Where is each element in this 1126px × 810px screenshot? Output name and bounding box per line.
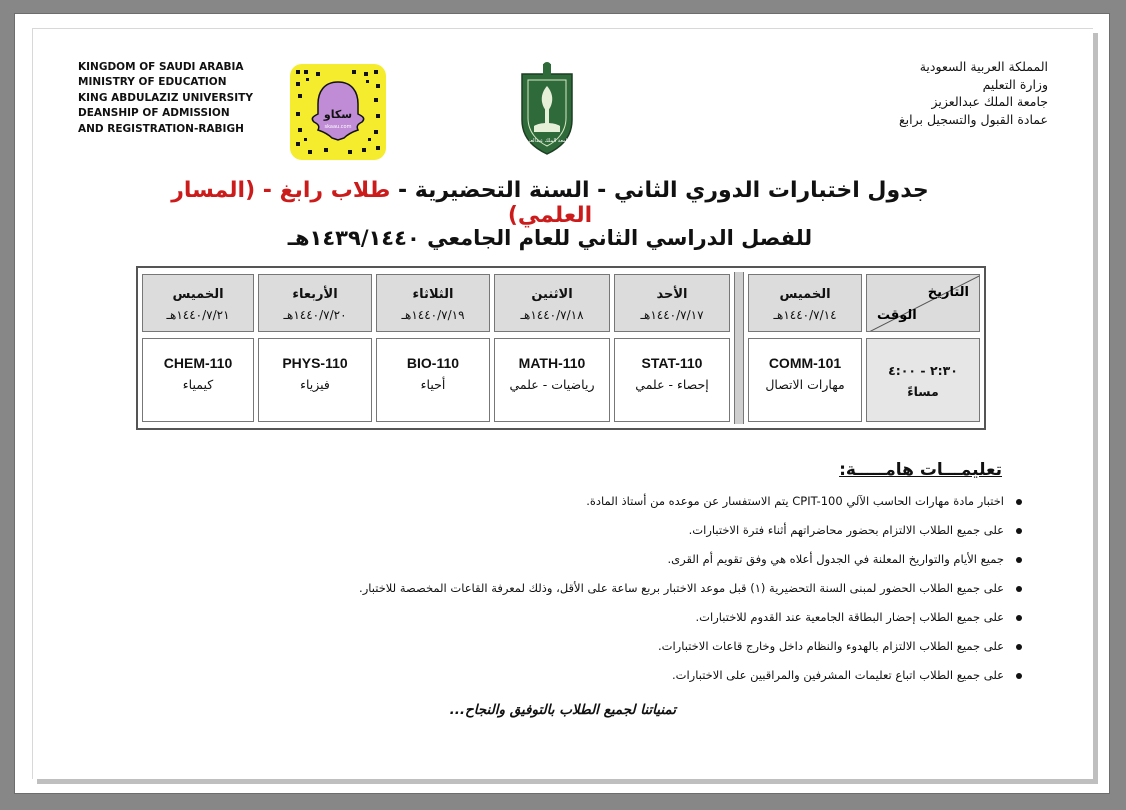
bullet-icon xyxy=(1016,615,1022,621)
instruction-item xyxy=(202,523,1022,552)
exam-day: الخميس xyxy=(779,287,831,302)
ar-line: وزارة التعليم xyxy=(982,76,1048,92)
en-line: AND REGISTRATION-RABIGH xyxy=(78,122,244,135)
bullet-icon xyxy=(1016,528,1022,534)
page-subtitle: للفصل الدراسي الثاني للعام الجامعي ١٤٣٩/١٤٤٠هـ xyxy=(287,226,813,250)
exam-header xyxy=(142,274,254,332)
exam-header xyxy=(748,274,862,332)
exam-header xyxy=(258,274,372,332)
bullet-icon xyxy=(1016,557,1022,563)
instruction-text: على جميع الطلاب اتباع تعليمات المشرفين والمراقبين على الاختبارات. xyxy=(671,668,1004,682)
course-code: STAT-110 xyxy=(641,355,703,371)
ar-line: المملكة العربية السعودية xyxy=(919,59,1048,74)
exam-cell xyxy=(142,338,254,422)
university-emblem xyxy=(514,60,580,156)
snapcode-text: سكاو xyxy=(323,108,353,121)
course-name: فيزياء xyxy=(300,377,330,392)
exam-cell xyxy=(614,338,730,422)
instruction-item xyxy=(202,610,1022,639)
time-cell xyxy=(866,338,980,422)
exam-date: ١٤٤٠/٧/١٧هـ xyxy=(640,308,704,322)
exam-date: ١٤٤٠/٧/٢١هـ xyxy=(166,308,230,322)
snapcode-logo xyxy=(290,64,386,160)
exam-header xyxy=(494,274,610,332)
snapcode-subtext: skaau.com xyxy=(324,124,352,130)
arabic-letterhead xyxy=(808,58,1048,128)
en-line: KINGDOM OF SAUDI ARABIA xyxy=(78,61,244,73)
course-code: COMM-101 xyxy=(768,355,842,371)
instruction-item xyxy=(202,639,1022,668)
exam-day: الأحد xyxy=(656,287,688,302)
emblem-text: جامعة الملك عبدالعزيز xyxy=(523,138,571,144)
instruction-text: اختبار مادة مهارات الحاسب الآلي CPIT-100 يتم الاستفسار عن موعده من أستاذ المادة. xyxy=(586,494,1004,508)
instruction-item xyxy=(202,552,1022,581)
closing-message: تمنياتنا لجميع الطلاب بالتوفيق والنجاح... xyxy=(449,702,676,718)
course-code: CHEM-110 xyxy=(163,355,233,371)
ar-line: عمادة القبول والتسجيل برابغ xyxy=(899,111,1048,127)
instruction-text: على جميع الطلاب الالتزام بالهدوء والنظام داخل وخارج قاعات الاختبارات. xyxy=(657,639,1004,653)
course-name: إحصاء - علمي xyxy=(635,377,709,392)
exam-cell xyxy=(494,338,610,422)
exam-schedule-table xyxy=(136,266,986,430)
exam-day: الخميس xyxy=(172,287,224,302)
bullet-icon xyxy=(1016,644,1022,650)
course-name: رياضيات - علمي xyxy=(509,377,595,392)
exam-cell xyxy=(258,338,372,422)
instruction-item xyxy=(202,494,1022,523)
course-name: مهارات الاتصال xyxy=(765,377,845,392)
instruction-text: على جميع الطلاب إحضار البطاقة الجامعية عند القدوم للاختبارات. xyxy=(695,610,1004,624)
bullet-icon xyxy=(1016,586,1022,592)
exam-date: ١٤٤٠/٧/١٤هـ xyxy=(773,308,837,322)
bullet-icon xyxy=(1016,673,1022,679)
course-code: MATH-110 xyxy=(518,355,586,371)
time-label: الوقت xyxy=(877,308,917,323)
instruction-item xyxy=(202,668,1022,697)
instruction-text: جميع الأيام والتواريخ المعلنة في الجدول أعلاه هي وفق تقويم أم القرى. xyxy=(667,552,1004,566)
course-code: PHYS-110 xyxy=(282,355,348,371)
exam-cell xyxy=(376,338,490,422)
en-line: KING ABDULAZIZ UNIVERSITY xyxy=(78,91,253,104)
exam-header xyxy=(376,274,490,332)
instruction-text: على جميع الطلاب الالتزام بحضور محاضراتهم أثناء فترة الاختبارات. xyxy=(688,523,1004,537)
exam-day: الأربعاء xyxy=(292,287,338,302)
course-name: كيمياء xyxy=(182,377,214,392)
en-line: DEANSHIP OF ADMISSION xyxy=(78,107,230,120)
exam-date: ١٤٤٠/٧/١٩هـ xyxy=(401,308,465,322)
exam-cell xyxy=(748,338,862,422)
exam-header xyxy=(614,274,730,332)
time-range: ٢:٣٠ - ٤:٠٠ xyxy=(888,363,958,378)
en-line: MINISTRY OF EDUCATION xyxy=(78,76,227,89)
exam-day: الثلاثاء xyxy=(412,287,454,302)
corner-header xyxy=(866,274,980,332)
exam-date: ١٤٤٠/٧/١٨هـ xyxy=(520,308,584,322)
instructions-title: تعليمـــات هامـــــة: xyxy=(839,460,1002,480)
title-highlight: طلاب رابغ - (المسار العلمي) xyxy=(171,178,593,228)
course-code: BIO-110 xyxy=(406,355,460,371)
english-letterhead xyxy=(78,60,253,137)
page-title xyxy=(140,178,960,228)
date-label: التاريخ xyxy=(927,285,969,300)
instructions-list xyxy=(202,494,1022,697)
ar-line: جامعة الملك عبدالعزيز xyxy=(931,94,1048,109)
bullet-icon xyxy=(1016,499,1022,505)
column-separator xyxy=(734,272,744,424)
instruction-text: على جميع الطلاب الحضور لمبنى السنة التحضيرية (١) قبل موعد الاختبار بربع ساعة على الأقل، وذلك لمعرفة القاعات المخصصة للاختبار. xyxy=(359,581,1004,595)
exam-date: ١٤٤٠/٧/٢٠هـ xyxy=(283,308,347,322)
exam-day: الاثنين xyxy=(531,287,573,302)
title-main: جدول اختبارات الدوري الثاني - السنة التحضيرية - xyxy=(390,178,929,203)
course-name: أحياء xyxy=(420,377,446,392)
time-period: مساءً xyxy=(907,384,939,399)
instruction-item xyxy=(202,581,1022,610)
